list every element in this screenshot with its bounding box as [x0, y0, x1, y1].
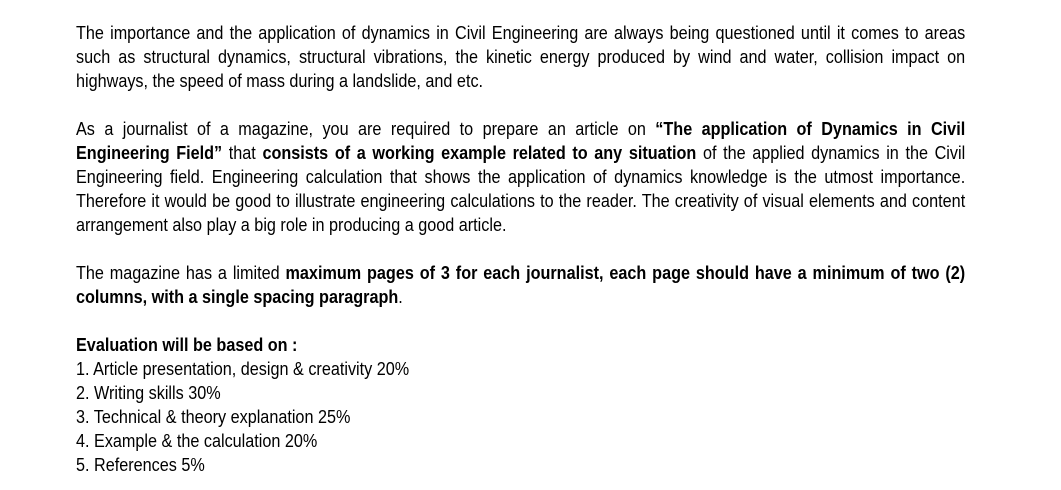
page-limit-text-1: The magazine has a limited [76, 263, 286, 283]
evaluation-item: 2. Writing skills 30% [76, 383, 221, 403]
requirement-emphasis: consists of a working example related to any situation [262, 143, 697, 163]
evaluation-section [76, 333, 965, 477]
paragraph-gap [76, 237, 965, 261]
assignment-text-1: As a journalist of a magazine, you are required to prepare an article on [76, 119, 656, 139]
evaluation-item: 3. Technical & theory explanation 25% [76, 407, 351, 427]
evaluation-item: 5. References 5% [76, 455, 205, 475]
paragraph-gap [76, 93, 965, 117]
page-limit-emphasis: maximum pages of 3 for each journalist, each page should have a minimum of two (2) columns, with a single spacing paragraph [76, 263, 966, 307]
article-title: “The application of Dynamics in Civil Engineering Field” [76, 119, 966, 163]
evaluation-item: 1. Article presentation, design & creativity 20% [76, 359, 410, 379]
assignment-paragraph [76, 117, 965, 237]
evaluation-item: 4. Example & the calculation 20% [76, 431, 318, 451]
paragraph-gap [76, 309, 965, 333]
assignment-text-3: of the applied dynamics in the Civil Engineering field. Engineering calculation that shows the application of dynamics knowledge is the utmost importance. Therefore it would be good to illustrate engineering calculations to the reader. The creativity of visual elements and content arrangement also play a big role in producing a good article. [76, 143, 966, 235]
intro-paragraph: The importance and the application of dynamics in Civil Engineering are always being questioned until it comes to areas such as structural dynamics, structural vibrations, the kinetic energy produced by wind and water, collision impact on highways, the speed of mass during a landslide, and etc. [76, 23, 966, 91]
assignment-text-2: that [222, 143, 263, 163]
page-limit-text-2: . [398, 287, 403, 307]
document-page [76, 21, 965, 477]
evaluation-heading: Evaluation will be based on : [76, 335, 298, 355]
page-limit-paragraph [76, 261, 965, 309]
